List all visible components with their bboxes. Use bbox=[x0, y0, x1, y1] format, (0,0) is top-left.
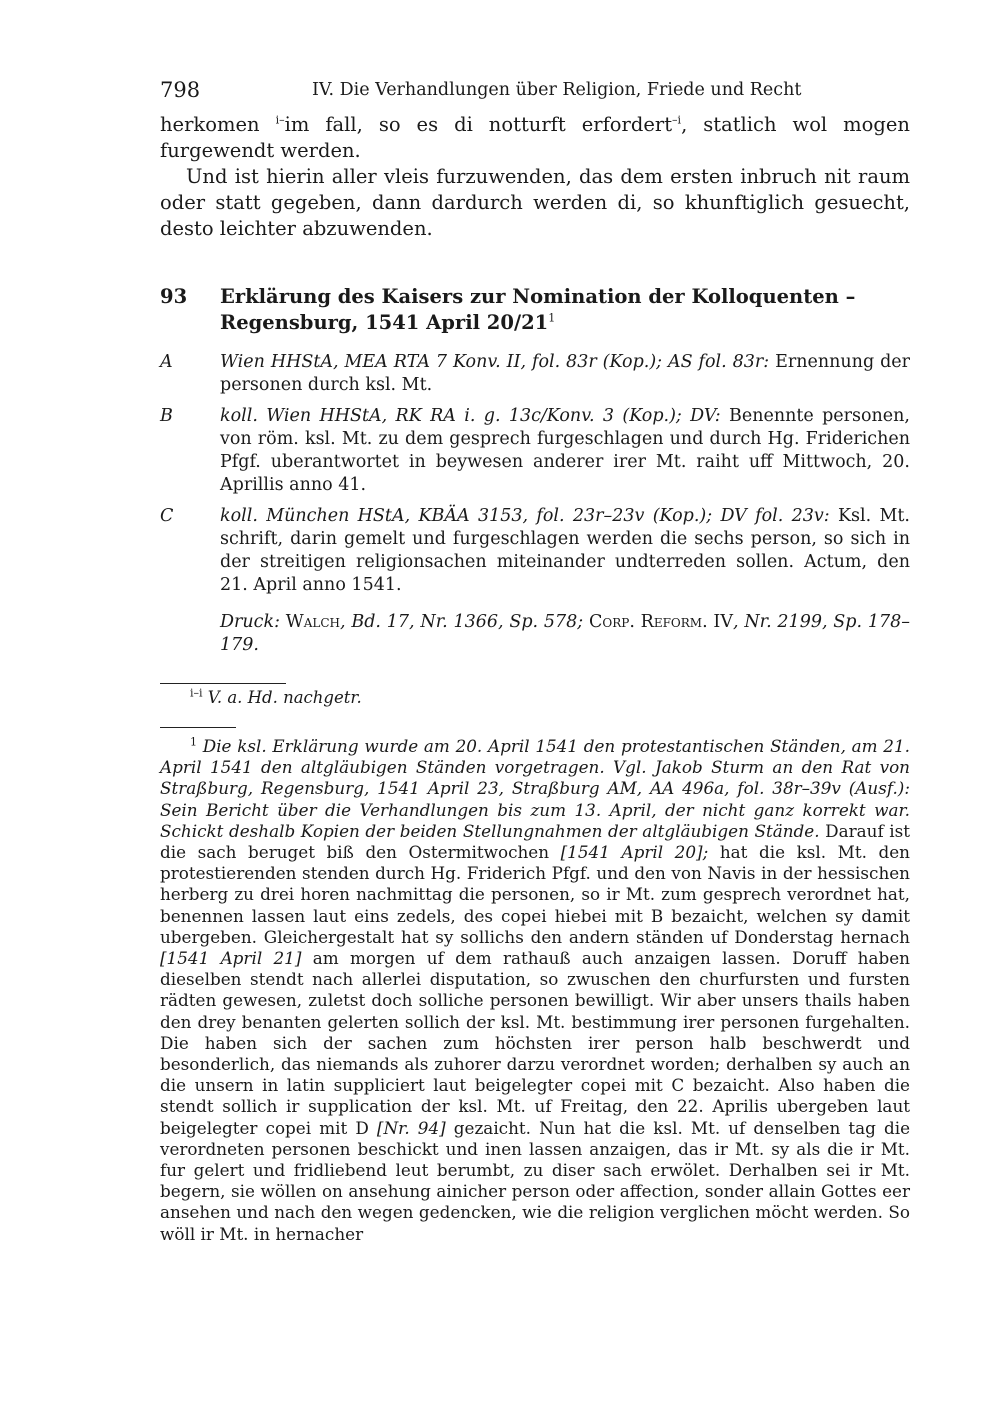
source-siglum: C bbox=[160, 506, 174, 526]
footnote-italic: Die ksl. Erklärung wurde am 20. April 1541 den protestantischen Ständen, am 21. April 1541 den altgläubigen Ständen vorgetragen. Vgl. Jakob Sturm an den Rat von Straßburg, Regensburg, 1541 April 23, Straßburg AM, AA 496a, fol. 38r–39v (Ausf.): Sein Bericht über die Verhandlungen bis zum 13. April, der nicht ganz korrekt war. Schickt deshalb Kopien der beiden Stellungnahmen der altgläubigen Stände. bbox=[160, 736, 910, 841]
document-title bbox=[220, 284, 910, 336]
footnote-italic: [1541 April 20]; bbox=[560, 842, 709, 863]
body-text-span: herkomen bbox=[160, 113, 276, 136]
body-text-span: , statlich wol mogen furgewendt werden. bbox=[160, 113, 910, 162]
source-text bbox=[220, 505, 910, 597]
source-list bbox=[160, 351, 910, 597]
footnote-indent bbox=[160, 736, 190, 756]
document-number: 93 bbox=[160, 285, 188, 308]
footnote bbox=[160, 736, 910, 1245]
body-text-span: im fall, so es di notturft erfordert bbox=[284, 113, 673, 136]
running-head bbox=[160, 78, 910, 112]
page-number: 798 bbox=[160, 78, 201, 102]
source-reference: koll. Wien HHStA, RK RA i. g. 13c/Konv. 3 (Kop.); DV: bbox=[220, 406, 721, 426]
textnote-mark: –i bbox=[672, 113, 682, 127]
body-text bbox=[160, 112, 910, 242]
footnote-text: gezaicht. Nun hat die ksl. Mt. uf denselben tag die verordneten personen beschickt und inen lassen anzaigen, das ir Mt. sy als die ir Mt. fur gelert und fridliebend leut berumbt, zu diser sach erwölet. Derhalben sei ir Mt. begern, sie wöllen on ansehung ainicher person oder affection, sonder allain Gottes eer ansehen und nach den wegen gedencken, wie die religion verglichen möcht werden. So wöll ir Mt. in hernacher bbox=[160, 1117, 911, 1244]
running-title: IV. Die Verhandlungen über Religion, Friede und Recht bbox=[312, 80, 802, 100]
page bbox=[160, 78, 910, 1245]
print-author: Walch bbox=[285, 612, 341, 632]
source-text bbox=[220, 405, 910, 497]
textnote-divider bbox=[160, 683, 286, 684]
source-description: Ernennung der personen durch ksl. Mt. bbox=[220, 352, 910, 395]
source-reference: Wien HHStA, MEA RTA 7 Konv. II, fol. 83r (Kop.); AS fol. 83r: bbox=[220, 352, 770, 372]
footnote-mark: 1 bbox=[190, 735, 197, 749]
source-siglum: A bbox=[160, 352, 173, 372]
body-paragraph-1 bbox=[160, 112, 910, 164]
textnote-text: V. a. Hd. nachgetr. bbox=[207, 688, 362, 707]
footnote-text: Darauf ist die sach beruget biß den Ostermitwochen bbox=[160, 820, 910, 863]
document-heading bbox=[160, 284, 910, 336]
footnote-text: hat die ksl. Mt. den protestierenden stenden durch Hg. Friderich Pfgf. und den von Navis in der hessischen herberg zu drei horen nachmittag die personen, so ir Mt. zum gesprech verordnet hat, benennen lassen laut eins zedels, des copei hiebei mit B bezaicht, welchen sy damit ubergeben. Gleichergestalt hat sy sollichs den andern ständen uf Donderstag hernach bbox=[160, 842, 910, 947]
body-paragraph-2: Und ist hierin aller vleis furzuwenden, das dem ersten inbruch nit raum oder statt gegeben, dann dardurch werden di, so khunftiglich gesuecht, desto leichter abzuwenden. bbox=[160, 165, 910, 240]
print-ref: , Nr. 2199, Sp. 178–179. bbox=[220, 612, 910, 655]
source-description: Benennte personen, von röm. ksl. Mt. zu dem gesprech furgeschlagen und durch Hg. Friderichen Pfgf. uberantwortet in beywesen anderer irer Mt. raiht uff Mittwoch, 20. Aprillis anno 41. bbox=[220, 406, 910, 495]
source-entry bbox=[160, 351, 910, 397]
source-entry bbox=[160, 405, 910, 497]
footnote-text: am morgen uf dem rathauß auch anzaigen lassen. Doruff haben dieselben stendt nach allerlei disputation, so zwuschen den churfursten und fursten rädten gewesen, zuletst doch solliche personen bewilligt. Wir aber unsers thails haben den drey benanten gelerten sollich der ksl. Mt. bestimmung irer personen furgehalten. Die haben sich der sachen zum höchsten irer person halb beschwerdt und besonderlich, das niemands als zuhorer darzu verordnet worden; derhalben sy auch an die unsern in latin suppliciert laut beigelegter copei mit C bezaicht. Also haben die stendt sollich ir supplication der ksl. Mt. uf Freitag, den 22. Aprilis ubergeben laut beigelegter copei mit D bbox=[160, 948, 910, 1138]
print-label: Druck: bbox=[220, 612, 280, 632]
source-entry bbox=[160, 505, 910, 597]
source-text bbox=[220, 351, 910, 397]
footnote-italic: [1541 April 21] bbox=[160, 948, 302, 969]
source-siglum: B bbox=[160, 406, 173, 426]
print-reference bbox=[220, 611, 910, 657]
textnote bbox=[160, 688, 910, 707]
print-ref: , Bd. 17, Nr. 1366, Sp. 578; bbox=[340, 612, 584, 632]
textnote-mark: i–i bbox=[190, 686, 203, 700]
source-description: Ksl. Mt. schrift, darin gemelt und furgeschlagen werden die sechs person, so sich in der streitigen religionsachen miteinander undterreden sollen. Actum, den 21. April anno 1541. bbox=[220, 506, 910, 595]
footnote-mark: 1 bbox=[548, 311, 556, 325]
textnote-mark: i– bbox=[275, 113, 285, 127]
source-reference: koll. München HStA, KBÄA 3153, fol. 23r–23v (Kop.); DV fol. 23v: bbox=[220, 506, 830, 526]
footnote-italic: [Nr. 94] bbox=[376, 1117, 446, 1138]
print-author: Corp. Reform. IV bbox=[588, 612, 733, 632]
document-title-text: Erklärung des Kaisers zur Nomination der Kolloquenten – Regensburg, 1541 April 20/21 bbox=[220, 285, 856, 334]
footnote-divider bbox=[160, 727, 236, 728]
